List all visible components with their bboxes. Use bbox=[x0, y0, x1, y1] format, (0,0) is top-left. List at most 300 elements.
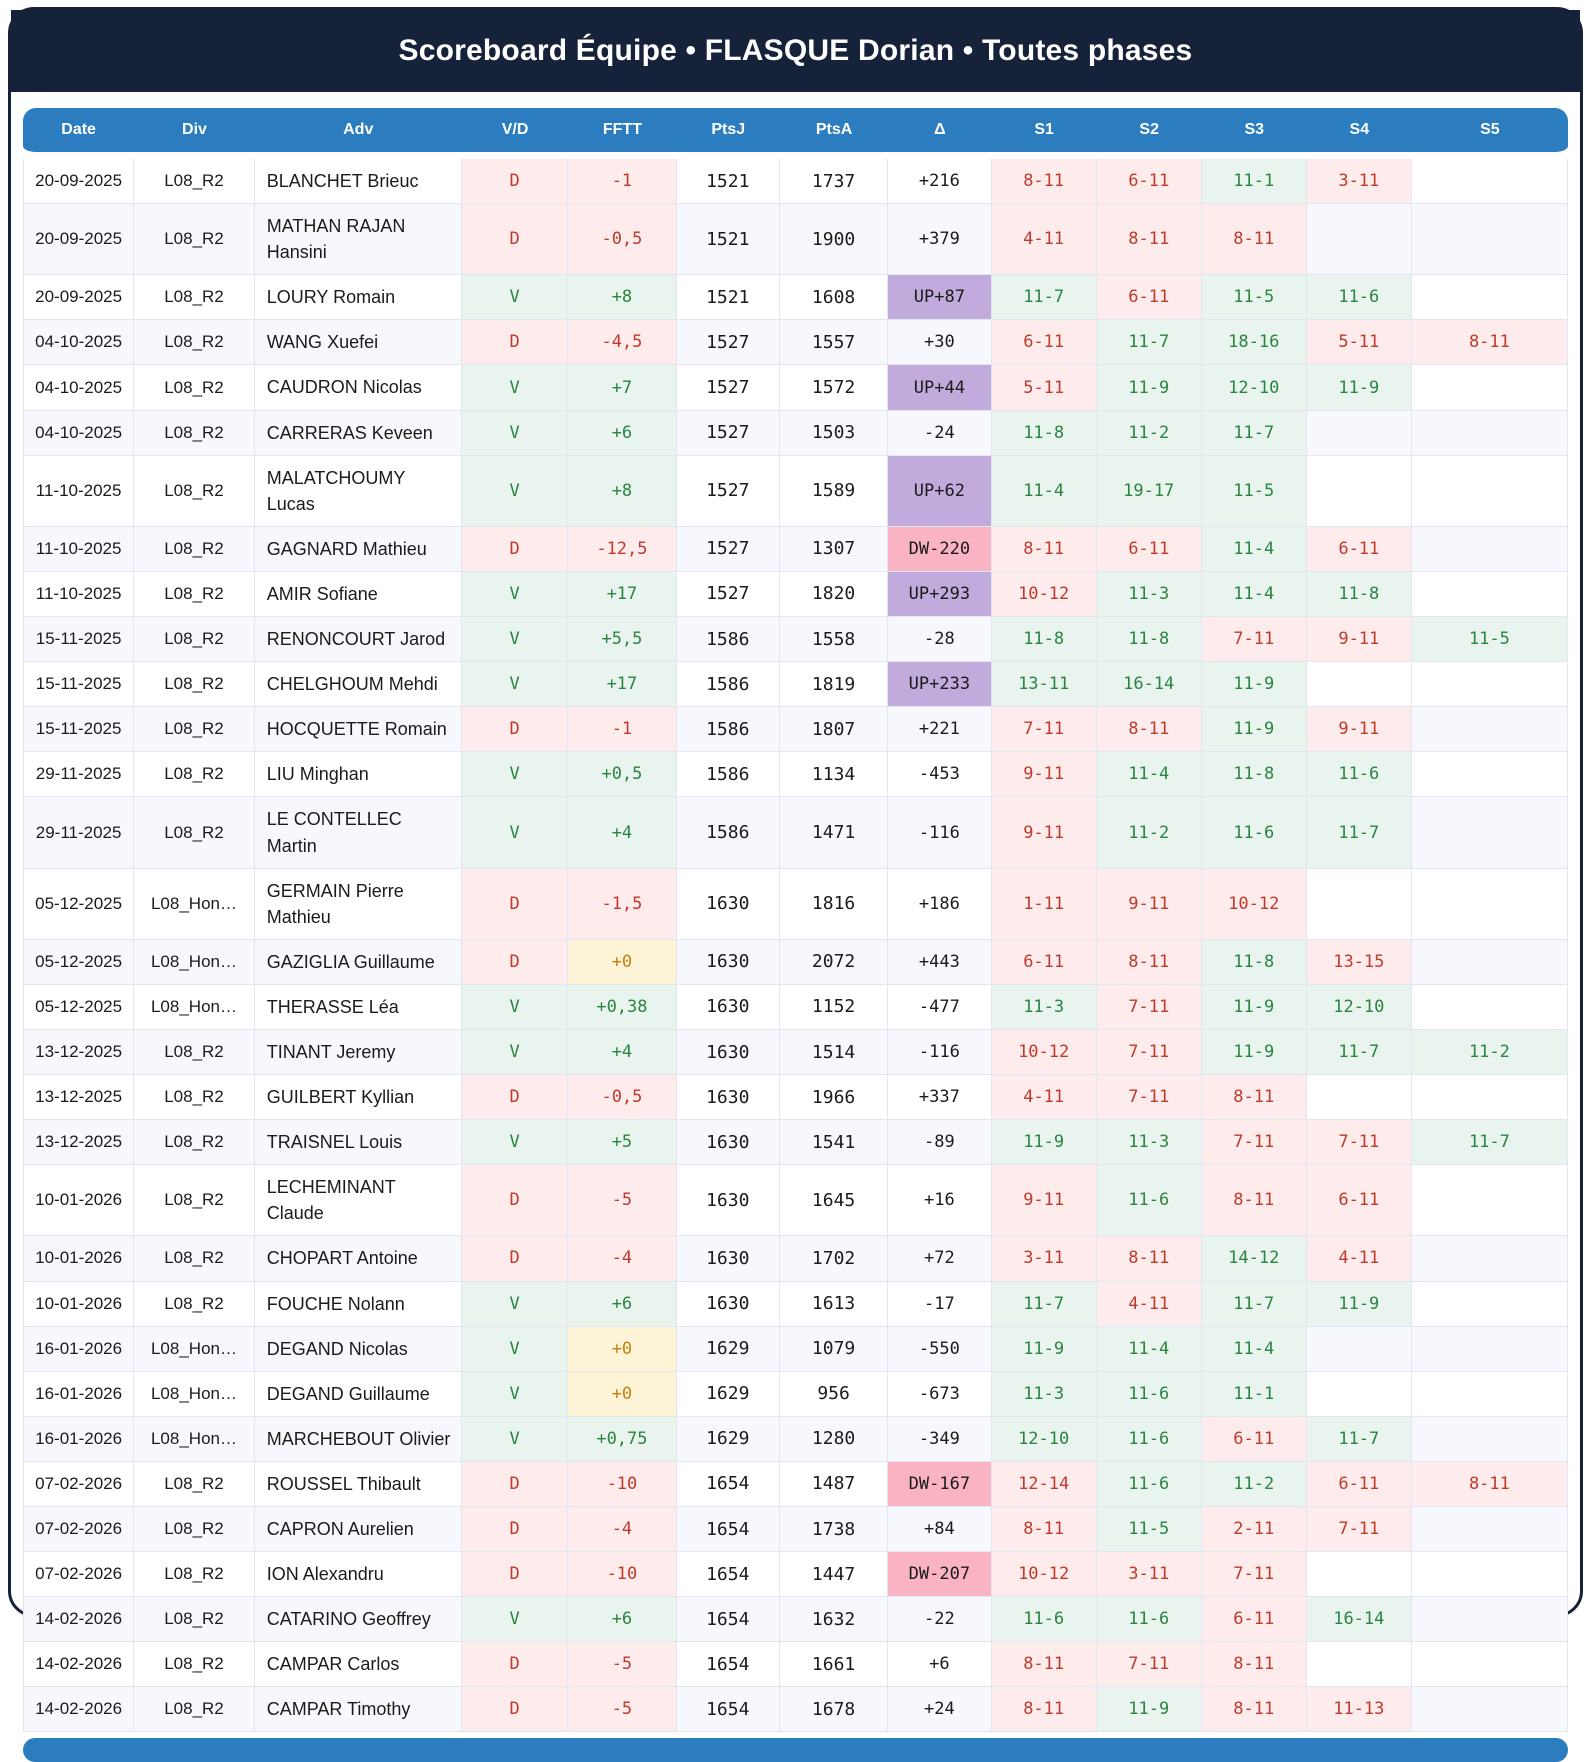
cell-set-1: 8-11 bbox=[992, 159, 1097, 204]
cell-adversary: CATARINO Geoffrey bbox=[255, 1597, 462, 1642]
cell-ptsa: 1079 bbox=[780, 1327, 888, 1372]
table-row bbox=[23, 1030, 1568, 1075]
cell-ptsa: 1738 bbox=[780, 1507, 888, 1552]
cell-ptsj: 1527 bbox=[677, 411, 781, 456]
column-header-adv: Adv bbox=[255, 108, 462, 159]
cell-set-5 bbox=[1412, 527, 1568, 572]
cell-set-5 bbox=[1412, 411, 1568, 456]
cell-date: 29-11-2025 bbox=[23, 797, 134, 868]
cell-fftt: +4 bbox=[568, 1030, 676, 1075]
cell-date: 04-10-2025 bbox=[23, 365, 134, 410]
cell-set-1: 10-12 bbox=[992, 572, 1097, 617]
cell-set-1: 11-8 bbox=[992, 411, 1097, 456]
cell-date: 16-01-2026 bbox=[23, 1327, 134, 1372]
cell-set-5 bbox=[1412, 797, 1568, 868]
cell-date: 05-12-2025 bbox=[23, 869, 134, 940]
cell-ptsa: 1900 bbox=[780, 204, 888, 275]
cell-set-3: 7-11 bbox=[1202, 1120, 1307, 1165]
cell-adversary: LOURY Romain bbox=[255, 275, 462, 320]
cell-fftt: -4 bbox=[568, 1236, 676, 1281]
cell-set-3: 11-8 bbox=[1202, 752, 1307, 797]
cell-ptsa: 1514 bbox=[780, 1030, 888, 1075]
cell-fftt: +5,5 bbox=[568, 617, 676, 662]
table-row bbox=[23, 527, 1568, 572]
cell-vd: D bbox=[462, 1507, 569, 1552]
cell-date: 20-09-2025 bbox=[23, 204, 134, 275]
cell-set-4: 9-11 bbox=[1307, 707, 1412, 752]
cell-set-5 bbox=[1412, 1417, 1568, 1462]
cell-set-4: 11-7 bbox=[1307, 797, 1412, 868]
cell-ptsj: 1654 bbox=[677, 1687, 781, 1732]
cell-set-4: 16-14 bbox=[1307, 1597, 1412, 1642]
cell-adversary: DEGAND Nicolas bbox=[255, 1327, 462, 1372]
cell-delta: +6 bbox=[888, 1642, 992, 1687]
cell-div: L08_R2 bbox=[134, 527, 255, 572]
cell-set-3: 11-6 bbox=[1202, 797, 1307, 868]
cell-set-4: 6-11 bbox=[1307, 1165, 1412, 1236]
cell-set-1: 8-11 bbox=[992, 1642, 1097, 1687]
cell-set-2: 8-11 bbox=[1097, 204, 1202, 275]
cell-set-4: 6-11 bbox=[1307, 1462, 1412, 1507]
cell-vd: D bbox=[462, 869, 569, 940]
cell-set-2: 11-2 bbox=[1097, 411, 1202, 456]
cell-set-3: 2-11 bbox=[1202, 1507, 1307, 1552]
cell-fftt: +0,38 bbox=[568, 985, 676, 1030]
cell-ptsa: 1737 bbox=[780, 159, 888, 204]
cell-div: L08_R2 bbox=[134, 1687, 255, 1732]
cell-div: L08_R2 bbox=[134, 1507, 255, 1552]
cell-set-2: 11-6 bbox=[1097, 1165, 1202, 1236]
cell-vd: V bbox=[462, 1372, 569, 1417]
table-row bbox=[23, 1236, 1568, 1281]
cell-fftt: -5 bbox=[568, 1165, 676, 1236]
table-row bbox=[23, 752, 1568, 797]
cell-ptsj: 1630 bbox=[677, 940, 781, 985]
cell-set-1: 10-12 bbox=[992, 1030, 1097, 1075]
cell-vd: V bbox=[462, 985, 569, 1030]
cell-date: 29-11-2025 bbox=[23, 752, 134, 797]
cell-ptsj: 1654 bbox=[677, 1597, 781, 1642]
cell-set-1: 11-4 bbox=[992, 456, 1097, 527]
cell-date: 07-02-2026 bbox=[23, 1552, 134, 1597]
cell-set-3: 11-9 bbox=[1202, 707, 1307, 752]
cell-fftt: +4 bbox=[568, 797, 676, 868]
cell-fftt: +6 bbox=[568, 1282, 676, 1327]
cell-set-2: 7-11 bbox=[1097, 985, 1202, 1030]
cell-div: L08_R2 bbox=[134, 1075, 255, 1120]
cell-delta: +221 bbox=[888, 707, 992, 752]
cell-fftt: -1 bbox=[568, 159, 676, 204]
cell-set-3: 11-5 bbox=[1202, 456, 1307, 527]
cell-set-4: 6-11 bbox=[1307, 527, 1412, 572]
cell-set-3: 14-12 bbox=[1202, 1236, 1307, 1281]
cell-set-2: 6-11 bbox=[1097, 275, 1202, 320]
cell-ptsj: 1654 bbox=[677, 1642, 781, 1687]
cell-set-5: 8-11 bbox=[1412, 320, 1568, 365]
table-content bbox=[11, 92, 1580, 1762]
table-row bbox=[23, 1282, 1568, 1327]
cell-delta: +24 bbox=[888, 1687, 992, 1732]
cell-adversary: LE CONTELLEC Martin bbox=[255, 797, 462, 868]
cell-set-2: 11-7 bbox=[1097, 320, 1202, 365]
cell-set-5 bbox=[1412, 159, 1568, 204]
cell-set-4: 11-8 bbox=[1307, 572, 1412, 617]
cell-ptsj: 1654 bbox=[677, 1552, 781, 1597]
cell-set-5 bbox=[1412, 1075, 1568, 1120]
cell-delta: +379 bbox=[888, 204, 992, 275]
cell-vd: D bbox=[462, 1075, 569, 1120]
cell-set-4 bbox=[1307, 662, 1412, 707]
cell-set-3: 7-11 bbox=[1202, 1552, 1307, 1597]
cell-fftt: +7 bbox=[568, 365, 676, 410]
cell-adversary: CARRERAS Keveen bbox=[255, 411, 462, 456]
cell-div: L08_R2 bbox=[134, 617, 255, 662]
cell-date: 10-01-2026 bbox=[23, 1282, 134, 1327]
cell-set-1: 6-11 bbox=[992, 940, 1097, 985]
cell-set-2: 11-6 bbox=[1097, 1372, 1202, 1417]
cell-delta: -24 bbox=[888, 411, 992, 456]
cell-set-2: 11-4 bbox=[1097, 752, 1202, 797]
cell-adversary: TINANT Jeremy bbox=[255, 1030, 462, 1075]
cell-vd: D bbox=[462, 1552, 569, 1597]
table-row bbox=[23, 1327, 1568, 1372]
cell-vd: V bbox=[462, 1327, 569, 1372]
cell-set-2: 8-11 bbox=[1097, 1236, 1202, 1281]
cell-adversary: GERMAIN Pierre Mathieu bbox=[255, 869, 462, 940]
cell-set-4: 11-6 bbox=[1307, 275, 1412, 320]
cell-set-1: 8-11 bbox=[992, 1507, 1097, 1552]
cell-set-5 bbox=[1412, 456, 1568, 527]
cell-set-4: 5-11 bbox=[1307, 320, 1412, 365]
cell-ptsj: 1586 bbox=[677, 797, 781, 868]
cell-fftt: +8 bbox=[568, 456, 676, 527]
column-header-ptsj: PtsJ bbox=[677, 108, 781, 159]
cell-set-3: 10-12 bbox=[1202, 869, 1307, 940]
cell-adversary: MATHAN RAJAN Hansini bbox=[255, 204, 462, 275]
cell-set-1: 10-12 bbox=[992, 1552, 1097, 1597]
cell-set-1: 11-9 bbox=[992, 1327, 1097, 1372]
cell-set-4 bbox=[1307, 1075, 1412, 1120]
cell-delta: UP+293 bbox=[888, 572, 992, 617]
cell-div: L08_R2 bbox=[134, 1552, 255, 1597]
cell-adversary: MARCHEBOUT Olivier bbox=[255, 1417, 462, 1462]
cell-vd: V bbox=[462, 1030, 569, 1075]
cell-set-2: 11-9 bbox=[1097, 365, 1202, 410]
table-row bbox=[23, 940, 1568, 985]
cell-div: L08_R2 bbox=[134, 707, 255, 752]
cell-set-5 bbox=[1412, 869, 1568, 940]
cell-vd: V bbox=[462, 275, 569, 320]
cell-set-5: 11-2 bbox=[1412, 1030, 1568, 1075]
cell-fftt: +0 bbox=[568, 1372, 676, 1417]
cell-adversary: MALATCHOUMY Lucas bbox=[255, 456, 462, 527]
cell-set-3: 8-11 bbox=[1202, 1075, 1307, 1120]
cell-ptsj: 1654 bbox=[677, 1462, 781, 1507]
column-header-s5: S5 bbox=[1412, 108, 1568, 159]
cell-fftt: +6 bbox=[568, 1597, 676, 1642]
cell-ptsj: 1586 bbox=[677, 707, 781, 752]
cell-set-2: 11-6 bbox=[1097, 1597, 1202, 1642]
cell-set-2: 11-6 bbox=[1097, 1462, 1202, 1507]
cell-div: L08_R2 bbox=[134, 1597, 255, 1642]
cell-div: L08_R2 bbox=[134, 456, 255, 527]
cell-set-5 bbox=[1412, 985, 1568, 1030]
cell-date: 20-09-2025 bbox=[23, 159, 134, 204]
cell-set-3: 11-4 bbox=[1202, 572, 1307, 617]
cell-fftt: +17 bbox=[568, 572, 676, 617]
cell-ptsj: 1630 bbox=[677, 1165, 781, 1236]
cell-set-3: 11-1 bbox=[1202, 1372, 1307, 1417]
cell-date: 13-12-2025 bbox=[23, 1075, 134, 1120]
cell-ptsa: 1820 bbox=[780, 572, 888, 617]
cell-vd: D bbox=[462, 1165, 569, 1236]
cell-set-2: 16-14 bbox=[1097, 662, 1202, 707]
table-row bbox=[23, 1597, 1568, 1642]
cell-vd: D bbox=[462, 1687, 569, 1732]
cell-set-4: 7-11 bbox=[1307, 1120, 1412, 1165]
table-row bbox=[23, 1165, 1568, 1236]
cell-delta: UP+87 bbox=[888, 275, 992, 320]
cell-delta: -116 bbox=[888, 1030, 992, 1075]
cell-set-2: 11-3 bbox=[1097, 572, 1202, 617]
cell-delta: -17 bbox=[888, 1282, 992, 1327]
cell-ptsj: 1629 bbox=[677, 1372, 781, 1417]
cell-ptsj: 1586 bbox=[677, 752, 781, 797]
cell-ptsj: 1630 bbox=[677, 1030, 781, 1075]
cell-set-4 bbox=[1307, 204, 1412, 275]
cell-set-1: 7-11 bbox=[992, 707, 1097, 752]
cell-ptsj: 1630 bbox=[677, 869, 781, 940]
cell-fftt: +0,75 bbox=[568, 1417, 676, 1462]
cell-ptsa: 1152 bbox=[780, 985, 888, 1030]
cell-delta: DW-167 bbox=[888, 1462, 992, 1507]
cell-fftt: -0,5 bbox=[568, 1075, 676, 1120]
table-row bbox=[23, 1552, 1568, 1597]
cell-date: 16-01-2026 bbox=[23, 1372, 134, 1417]
cell-fftt: +0 bbox=[568, 1327, 676, 1372]
cell-vd: V bbox=[462, 1282, 569, 1327]
cell-delta: +16 bbox=[888, 1165, 992, 1236]
cell-adversary: CAUDRON Nicolas bbox=[255, 365, 462, 410]
cell-fftt: +0,5 bbox=[568, 752, 676, 797]
cell-div: L08_R2 bbox=[134, 1030, 255, 1075]
cell-set-3: 8-11 bbox=[1202, 1687, 1307, 1732]
cell-set-2: 11-6 bbox=[1097, 1417, 1202, 1462]
column-header-ptsa: PtsA bbox=[780, 108, 888, 159]
cell-set-2: 4-11 bbox=[1097, 1282, 1202, 1327]
cell-adversary: GUILBERT Kyllian bbox=[255, 1075, 462, 1120]
column-header-s2: S2 bbox=[1097, 108, 1202, 159]
cell-set-5 bbox=[1412, 1327, 1568, 1372]
cell-set-3: 11-2 bbox=[1202, 1462, 1307, 1507]
table-row bbox=[23, 1120, 1568, 1165]
cell-ptsj: 1527 bbox=[677, 456, 781, 527]
cell-set-4: 11-13 bbox=[1307, 1687, 1412, 1732]
cell-date: 13-12-2025 bbox=[23, 1030, 134, 1075]
cell-div: L08_Hon… bbox=[134, 1417, 255, 1462]
table-row bbox=[23, 1642, 1568, 1687]
cell-ptsj: 1586 bbox=[677, 617, 781, 662]
cell-set-1: 13-11 bbox=[992, 662, 1097, 707]
cell-date: 14-02-2026 bbox=[23, 1597, 134, 1642]
cell-ptsa: 1558 bbox=[780, 617, 888, 662]
cell-set-5 bbox=[1412, 1165, 1568, 1236]
table-row bbox=[23, 365, 1568, 410]
column-header-fftt: FFTT bbox=[568, 108, 676, 159]
cell-fftt: -12,5 bbox=[568, 527, 676, 572]
cell-ptsj: 1629 bbox=[677, 1327, 781, 1372]
cell-date: 07-02-2026 bbox=[23, 1462, 134, 1507]
cell-date: 14-02-2026 bbox=[23, 1642, 134, 1687]
cell-set-5 bbox=[1412, 275, 1568, 320]
cell-ptsa: 1613 bbox=[780, 1282, 888, 1327]
cell-set-4: 11-9 bbox=[1307, 1282, 1412, 1327]
cell-date: 15-11-2025 bbox=[23, 662, 134, 707]
cell-set-2: 11-4 bbox=[1097, 1327, 1202, 1372]
cell-vd: V bbox=[462, 752, 569, 797]
footer-bar bbox=[23, 1738, 1568, 1762]
cell-adversary: ROUSSEL Thibault bbox=[255, 1462, 462, 1507]
cell-delta: +443 bbox=[888, 940, 992, 985]
cell-set-5 bbox=[1412, 940, 1568, 985]
table-row bbox=[23, 1507, 1568, 1552]
cell-div: L08_R2 bbox=[134, 572, 255, 617]
header-row bbox=[23, 108, 1568, 159]
cell-set-2: 11-5 bbox=[1097, 1507, 1202, 1552]
cell-set-3: 7-11 bbox=[1202, 617, 1307, 662]
cell-delta: UP+62 bbox=[888, 456, 992, 527]
cell-ptsj: 1629 bbox=[677, 1417, 781, 1462]
cell-adversary: CHOPART Antoine bbox=[255, 1236, 462, 1281]
cell-adversary: FOUCHE Nolann bbox=[255, 1282, 462, 1327]
scoreboard-card bbox=[8, 7, 1583, 1720]
cell-div: L08_R2 bbox=[134, 752, 255, 797]
cell-ptsj: 1527 bbox=[677, 320, 781, 365]
cell-set-1: 11-3 bbox=[992, 985, 1097, 1030]
cell-set-2: 7-11 bbox=[1097, 1075, 1202, 1120]
table-header bbox=[23, 108, 1568, 159]
cell-ptsa: 1632 bbox=[780, 1597, 888, 1642]
cell-set-3: 11-7 bbox=[1202, 1282, 1307, 1327]
cell-vd: D bbox=[462, 940, 569, 985]
column-header-s4: S4 bbox=[1307, 108, 1412, 159]
cell-set-2: 9-11 bbox=[1097, 869, 1202, 940]
cell-set-1: 12-10 bbox=[992, 1417, 1097, 1462]
cell-set-2: 7-11 bbox=[1097, 1030, 1202, 1075]
cell-div: L08_R2 bbox=[134, 1236, 255, 1281]
cell-set-5 bbox=[1412, 1372, 1568, 1417]
cell-adversary: AMIR Sofiane bbox=[255, 572, 462, 617]
cell-set-4 bbox=[1307, 411, 1412, 456]
cell-set-3: 8-11 bbox=[1202, 1165, 1307, 1236]
cell-ptsj: 1521 bbox=[677, 159, 781, 204]
cell-ptsj: 1630 bbox=[677, 985, 781, 1030]
cell-vd: D bbox=[462, 1462, 569, 1507]
cell-div: L08_R2 bbox=[134, 1642, 255, 1687]
cell-set-3: 8-11 bbox=[1202, 204, 1307, 275]
cell-adversary: LECHEMINANT Claude bbox=[255, 1165, 462, 1236]
cell-set-3: 11-9 bbox=[1202, 662, 1307, 707]
cell-ptsa: 1819 bbox=[780, 662, 888, 707]
cell-vd: V bbox=[462, 797, 569, 868]
cell-ptsa: 1572 bbox=[780, 365, 888, 410]
cell-fftt: -4,5 bbox=[568, 320, 676, 365]
cell-adversary: ION Alexandru bbox=[255, 1552, 462, 1597]
cell-ptsa: 1307 bbox=[780, 527, 888, 572]
cell-delta: DW-207 bbox=[888, 1552, 992, 1597]
cell-div: L08_Hon… bbox=[134, 869, 255, 940]
cell-date: 10-01-2026 bbox=[23, 1165, 134, 1236]
cell-set-1: 8-11 bbox=[992, 1687, 1097, 1732]
cell-fftt: +0 bbox=[568, 940, 676, 985]
cell-fftt: +17 bbox=[568, 662, 676, 707]
cell-set-4: 4-11 bbox=[1307, 1236, 1412, 1281]
cell-set-2: 7-11 bbox=[1097, 1642, 1202, 1687]
cell-fftt: +8 bbox=[568, 275, 676, 320]
cell-vd: V bbox=[462, 662, 569, 707]
cell-adversary: CAMPAR Carlos bbox=[255, 1642, 462, 1687]
page-title: Scoreboard Équipe • FLASQUE Dorian • Toutes phases bbox=[398, 34, 1193, 67]
table-row bbox=[23, 985, 1568, 1030]
table-body bbox=[23, 159, 1568, 1732]
cell-set-1: 11-6 bbox=[992, 1597, 1097, 1642]
cell-delta: -116 bbox=[888, 797, 992, 868]
table-row bbox=[23, 159, 1568, 204]
cell-ptsa: 1557 bbox=[780, 320, 888, 365]
cell-set-2: 3-11 bbox=[1097, 1552, 1202, 1597]
cell-vd: V bbox=[462, 456, 569, 527]
cell-div: L08_Hon… bbox=[134, 1372, 255, 1417]
cell-set-1: 11-7 bbox=[992, 275, 1097, 320]
cell-delta: DW-220 bbox=[888, 527, 992, 572]
cell-delta: UP+233 bbox=[888, 662, 992, 707]
cell-ptsj: 1630 bbox=[677, 1075, 781, 1120]
cell-fftt: -10 bbox=[568, 1462, 676, 1507]
cell-set-3: 11-9 bbox=[1202, 1030, 1307, 1075]
cell-fftt: +5 bbox=[568, 1120, 676, 1165]
cell-set-2: 11-3 bbox=[1097, 1120, 1202, 1165]
cell-date: 16-01-2026 bbox=[23, 1417, 134, 1462]
cell-set-5: 8-11 bbox=[1412, 1462, 1568, 1507]
cell-div: L08_R2 bbox=[134, 365, 255, 410]
cell-adversary: RENONCOURT Jarod bbox=[255, 617, 462, 662]
cell-set-4: 12-10 bbox=[1307, 985, 1412, 1030]
cell-set-4 bbox=[1307, 456, 1412, 527]
cell-date: 13-12-2025 bbox=[23, 1120, 134, 1165]
cell-set-5 bbox=[1412, 1552, 1568, 1597]
cell-set-4 bbox=[1307, 1552, 1412, 1597]
cell-fftt: -1,5 bbox=[568, 869, 676, 940]
cell-set-1: 9-11 bbox=[992, 752, 1097, 797]
cell-delta: -453 bbox=[888, 752, 992, 797]
cell-delta: +72 bbox=[888, 1236, 992, 1281]
cell-set-1: 11-7 bbox=[992, 1282, 1097, 1327]
cell-set-2: 11-2 bbox=[1097, 797, 1202, 868]
cell-vd: V bbox=[462, 617, 569, 662]
table-row bbox=[23, 1075, 1568, 1120]
cell-adversary: BLANCHET Brieuc bbox=[255, 159, 462, 204]
cell-adversary: GAZIGLIA Guillaume bbox=[255, 940, 462, 985]
cell-set-1: 12-14 bbox=[992, 1462, 1097, 1507]
cell-set-4: 7-11 bbox=[1307, 1507, 1412, 1552]
cell-adversary: TRAISNEL Louis bbox=[255, 1120, 462, 1165]
cell-ptsj: 1527 bbox=[677, 572, 781, 617]
cell-set-3: 11-9 bbox=[1202, 985, 1307, 1030]
cell-ptsj: 1630 bbox=[677, 1120, 781, 1165]
column-header-v-d: V/D bbox=[462, 108, 569, 159]
cell-vd: D bbox=[462, 159, 569, 204]
cell-delta: -22 bbox=[888, 1597, 992, 1642]
